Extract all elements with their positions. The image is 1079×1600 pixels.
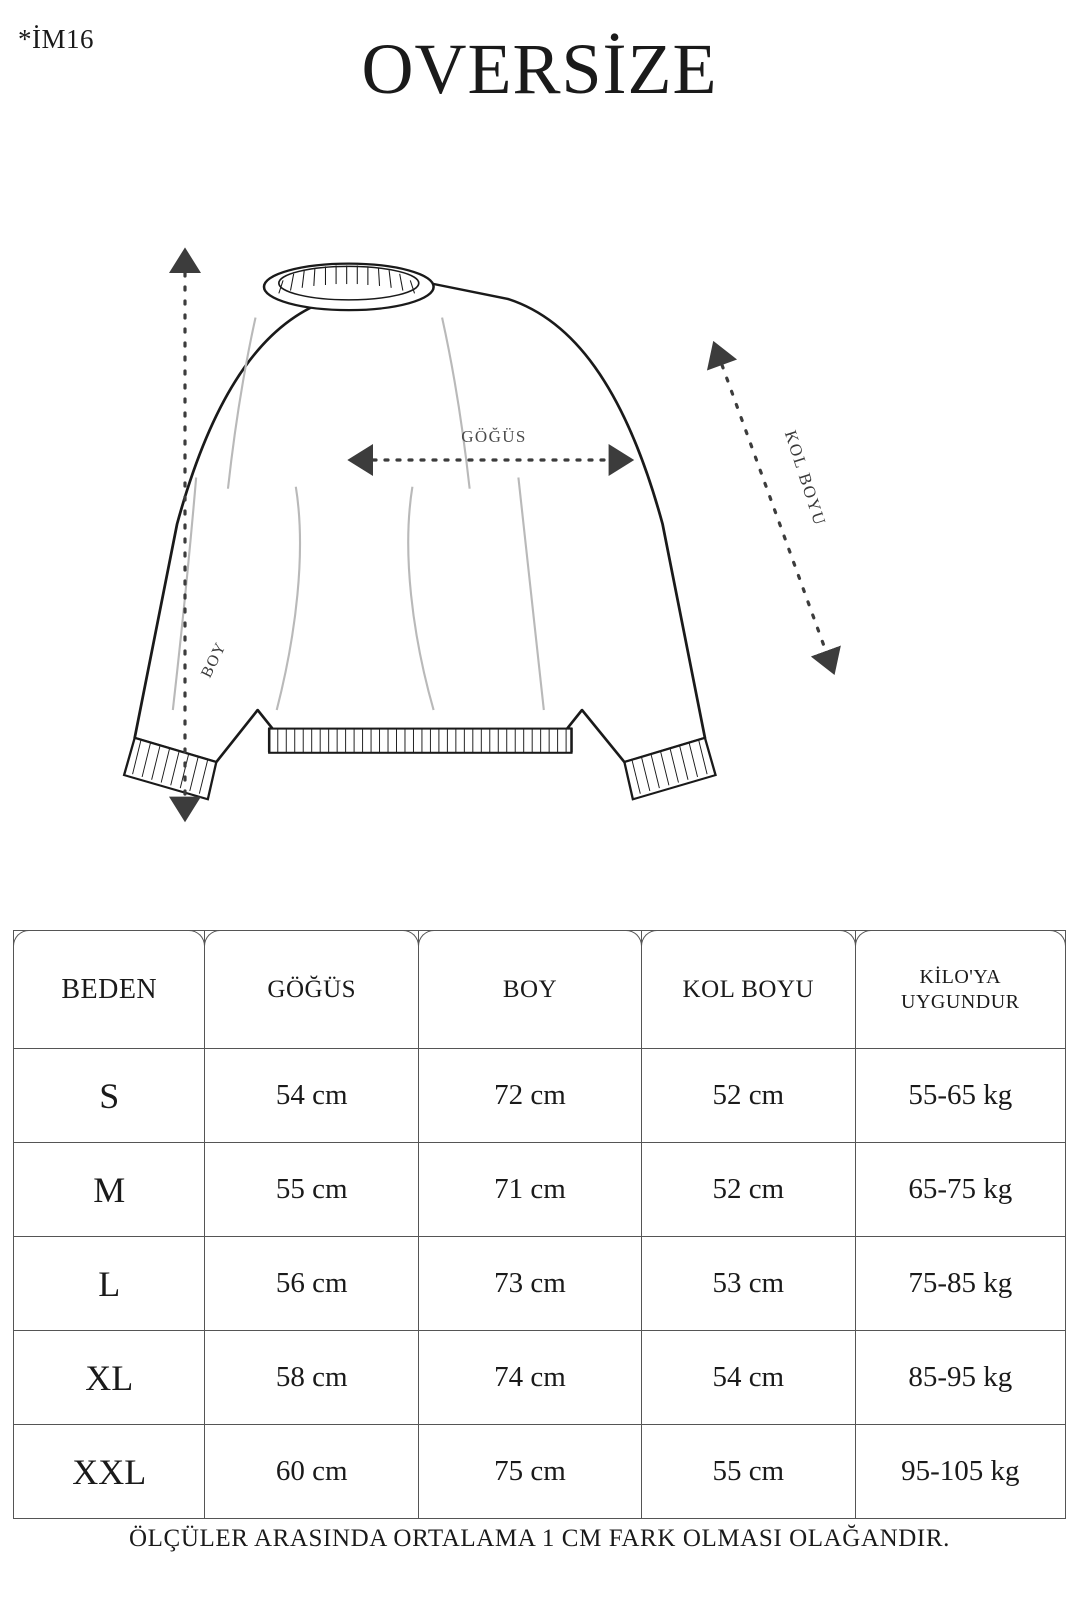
- column-header-chest-label: GÖĞÜS: [267, 975, 357, 1003]
- column-header-chest: [205, 931, 419, 1049]
- cell-sleeve: 55 cm: [642, 1425, 856, 1519]
- cell-top-rounding: [641, 930, 856, 948]
- cell-sleeve: 52 cm: [642, 1143, 856, 1237]
- cell-sleeve: 52 cm: [642, 1049, 856, 1143]
- table-row: [14, 1143, 1066, 1237]
- hem-ribbing: [269, 729, 571, 753]
- table-row: [14, 1237, 1066, 1331]
- cell-weight: 85-95 kg: [855, 1331, 1065, 1425]
- cell-size: XL: [14, 1331, 205, 1425]
- cell-chest: 55 cm: [205, 1143, 419, 1237]
- chest-label: GÖĞÜS: [461, 427, 527, 446]
- table-header-row: [14, 931, 1066, 1049]
- cell-size: S: [14, 1049, 205, 1143]
- column-header-size: [14, 931, 205, 1049]
- cell-sleeve: 54 cm: [642, 1331, 856, 1425]
- size-table-wrapper: [13, 930, 1066, 1519]
- garment-illustration: [0, 225, 1079, 875]
- cell-top-rounding: [13, 930, 205, 948]
- cell-chest: 58 cm: [205, 1331, 419, 1425]
- column-header-size-label: BEDEN: [61, 973, 158, 1005]
- cell-chest: 56 cm: [205, 1237, 419, 1331]
- sleeve-label: KOL BOYU: [780, 428, 830, 529]
- sweatshirt-outline: [135, 267, 705, 762]
- cell-length: 71 cm: [419, 1143, 642, 1237]
- cell-sleeve: 53 cm: [642, 1237, 856, 1331]
- cell-weight: 95-105 kg: [855, 1425, 1065, 1519]
- cell-top-rounding: [855, 930, 1066, 948]
- column-header-sleeve: [642, 931, 856, 1049]
- table-row: [14, 1425, 1066, 1519]
- cell-weight: 55-65 kg: [855, 1049, 1065, 1143]
- page-title: OVERSİZE: [361, 29, 718, 109]
- cell-length: 75 cm: [419, 1425, 642, 1519]
- column-header-length-label: BOY: [502, 975, 558, 1003]
- cell-chest: 54 cm: [205, 1049, 419, 1143]
- cell-size: L: [14, 1237, 205, 1331]
- cell-length: 74 cm: [419, 1331, 642, 1425]
- cell-length: 72 cm: [419, 1049, 642, 1143]
- cell-chest: 60 cm: [205, 1425, 419, 1519]
- column-header-weight: [855, 931, 1065, 1049]
- product-code-label: *İM16: [18, 24, 94, 54]
- cell-top-rounding: [418, 930, 642, 948]
- table-row: [14, 1049, 1066, 1143]
- cell-size: XXL: [14, 1425, 205, 1519]
- cell-top-rounding: [204, 930, 419, 948]
- size-table: [13, 930, 1066, 1519]
- column-header-weight-line2: UYGUNDUR: [901, 990, 1020, 1013]
- column-header-sleeve-label: KOL BOYU: [682, 975, 815, 1003]
- footer-note: ÖLÇÜLER ARASINDA ORTALAMA 1 CM FARK OLMASI OLAĞANDIR.: [129, 1525, 950, 1552]
- cell-weight: 75-85 kg: [855, 1237, 1065, 1331]
- table-row: [14, 1331, 1066, 1425]
- cell-weight: 65-75 kg: [855, 1143, 1065, 1237]
- cell-length: 73 cm: [419, 1237, 642, 1331]
- column-header-weight-line1: KİLO'YA: [919, 965, 1002, 988]
- collar-ribbing: [264, 264, 434, 311]
- cell-size: M: [14, 1143, 205, 1237]
- column-header-length: [419, 931, 642, 1049]
- length-label: BOY: [198, 639, 230, 681]
